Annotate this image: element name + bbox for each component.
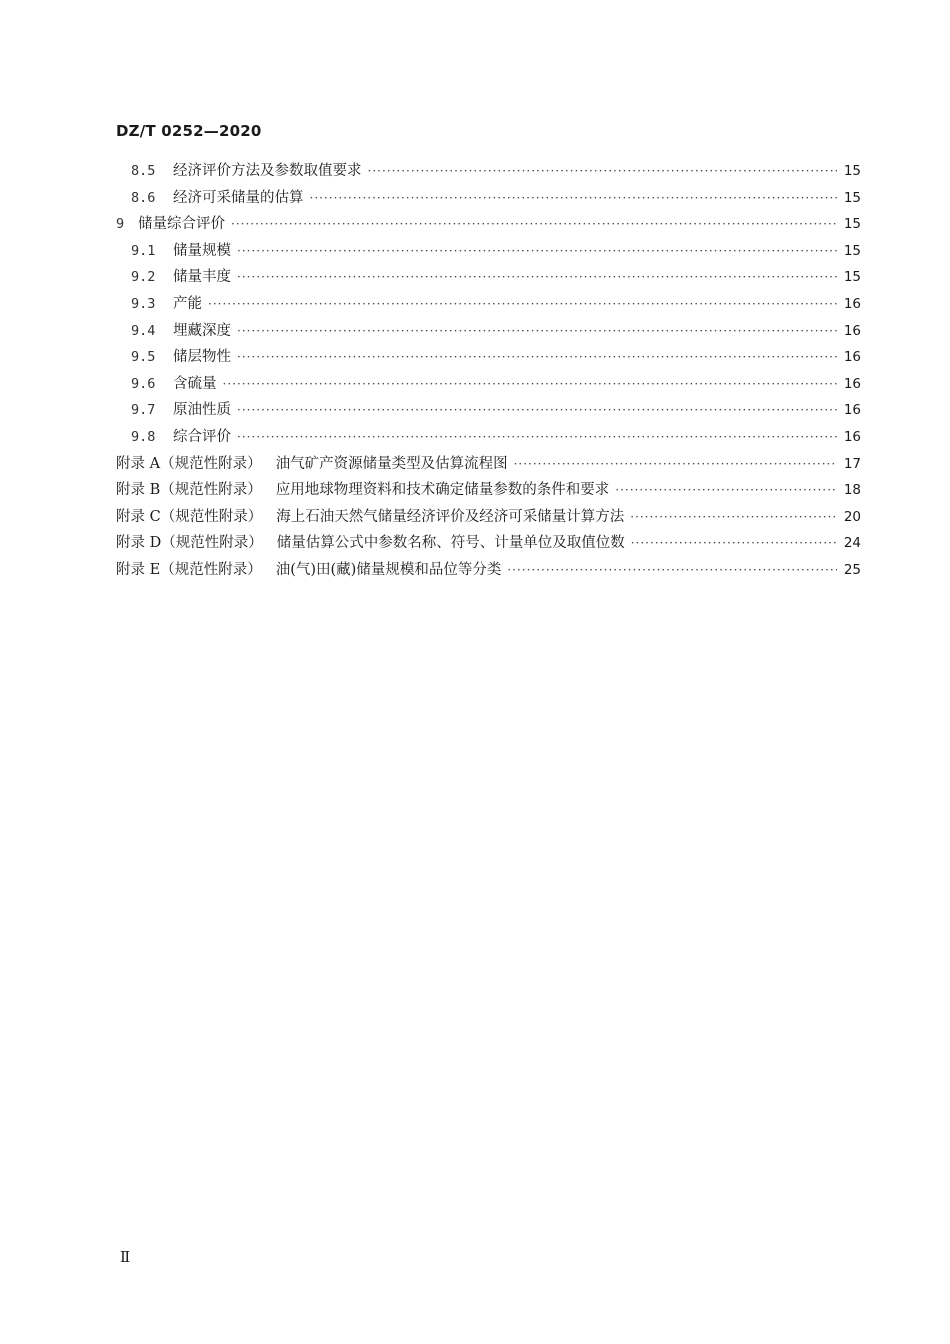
toc-entry-8-5[interactable] — [116, 158, 861, 185]
dot-leader — [507, 557, 837, 584]
page-number: Ⅱ — [120, 1248, 131, 1266]
dot-leader — [237, 424, 837, 451]
toc-entry-9[interactable] — [116, 211, 861, 238]
dot-leader — [208, 291, 837, 318]
toc-entry-page: 16 — [843, 322, 861, 339]
toc-entry-number: 附录 D（规范性附录） — [116, 535, 263, 552]
toc-entry-appendix-c[interactable] — [116, 504, 861, 531]
toc-entry-number: 9.8 — [131, 428, 156, 445]
dot-leader — [630, 504, 837, 531]
dot-leader — [231, 211, 837, 238]
toc-entry-number: 9.5 — [131, 349, 156, 366]
toc-entry-page: 15 — [843, 189, 861, 206]
toc-entry-page: 24 — [843, 535, 861, 552]
toc-entry-8-6[interactable] — [116, 185, 861, 212]
toc-entry-number: 9.7 — [131, 402, 156, 419]
toc-entry-appendix-b[interactable] — [116, 477, 861, 504]
toc-entry-number: 8.5 — [131, 163, 156, 179]
toc-entry-page: 16 — [843, 428, 861, 445]
toc-entry-appendix-e[interactable] — [116, 557, 861, 584]
dot-leader — [631, 530, 837, 557]
toc-entry-title: 综合评价 — [173, 428, 231, 445]
toc-entry-page: 17 — [843, 455, 861, 472]
toc-entry-title: 产能 — [173, 295, 202, 312]
toc-entry-number: 附录 E（规范性附录） — [116, 561, 262, 578]
dot-leader — [237, 344, 837, 371]
dot-leader — [237, 397, 837, 424]
toc-entry-9-4[interactable] — [116, 318, 861, 345]
toc-entry-title: 储量综合评价 — [138, 216, 225, 233]
toc-entry-number: 9.6 — [131, 375, 156, 392]
standard-code-header: DZ/T 0252—2020 — [116, 122, 262, 140]
toc-entry-title: 油气矿产资源储量类型及估算流程图 — [275, 455, 508, 472]
toc-entry-9-3[interactable] — [116, 291, 861, 318]
toc-entry-number: 9.3 — [131, 295, 156, 312]
toc-entry-9-2[interactable] — [116, 264, 861, 291]
toc-entry-title: 埋藏深度 — [173, 322, 231, 339]
dot-leader — [368, 158, 838, 185]
toc-entry-title: 储量规模 — [173, 242, 231, 259]
toc-entry-title: 应用地球物理资料和技术确定储量参数的条件和要求 — [275, 482, 610, 499]
toc-entry-number: 9.1 — [131, 242, 156, 259]
toc-entry-number: 附录 B（规范性附录） — [116, 482, 262, 499]
toc-entry-page: 16 — [843, 349, 861, 366]
toc-entry-title: 经济评价方法及参数取值要求 — [173, 163, 362, 179]
toc-entry-number: 9.2 — [131, 269, 156, 286]
toc-entry-number: 9.4 — [131, 322, 156, 339]
toc-entry-page: 16 — [843, 375, 861, 392]
toc-entry-number: 附录 A（规范性附录） — [116, 455, 262, 472]
toc-entry-title: 原油性质 — [173, 402, 231, 419]
toc-entry-number: 8.6 — [131, 189, 156, 206]
toc-entry-page: 25 — [843, 561, 861, 578]
dot-leader — [615, 477, 837, 504]
toc-entry-title: 储量丰度 — [173, 269, 231, 286]
toc-entry-title: 海上石油天然气储量经济评价及经济可采储量计算方法 — [276, 508, 625, 525]
toc-entry-9-5[interactable] — [116, 344, 861, 371]
toc-entry-page: 16 — [843, 402, 861, 419]
toc-entry-9-6[interactable] — [116, 371, 861, 398]
toc-entry-page: 20 — [843, 508, 861, 525]
toc-entry-number: 附录 C（规范性附录） — [116, 508, 263, 525]
toc-entry-title: 经济可采储量的估算 — [173, 189, 304, 206]
toc-entry-appendix-d[interactable] — [116, 530, 861, 557]
toc-entry-appendix-a[interactable] — [116, 451, 861, 478]
toc-entry-9-8[interactable] — [116, 424, 861, 451]
toc-entry-page: 15 — [843, 269, 861, 286]
dot-leader — [310, 185, 838, 212]
dot-leader — [237, 318, 837, 345]
table-of-contents — [116, 158, 861, 584]
toc-entry-page: 15 — [843, 216, 861, 233]
toc-entry-page: 15 — [843, 242, 861, 259]
toc-entry-title: 含硫量 — [173, 375, 217, 392]
toc-entry-title: 储量估算公式中参数名称、符号、计量单位及取值位数 — [276, 535, 625, 552]
dot-leader — [237, 238, 837, 265]
toc-entry-page: 16 — [843, 295, 861, 312]
toc-entry-page: 18 — [843, 482, 861, 499]
toc-entry-number: 9 — [116, 216, 125, 233]
toc-entry-9-7[interactable] — [116, 397, 861, 424]
toc-entry-9-1[interactable] — [116, 238, 861, 265]
dot-leader — [237, 264, 837, 291]
toc-entry-title: 储层物性 — [173, 349, 231, 366]
dot-leader — [223, 371, 838, 398]
toc-entry-title: 油(气)田(藏)储量规模和品位等分类 — [275, 561, 502, 578]
dot-leader — [514, 451, 837, 478]
toc-entry-page: 15 — [843, 163, 861, 179]
